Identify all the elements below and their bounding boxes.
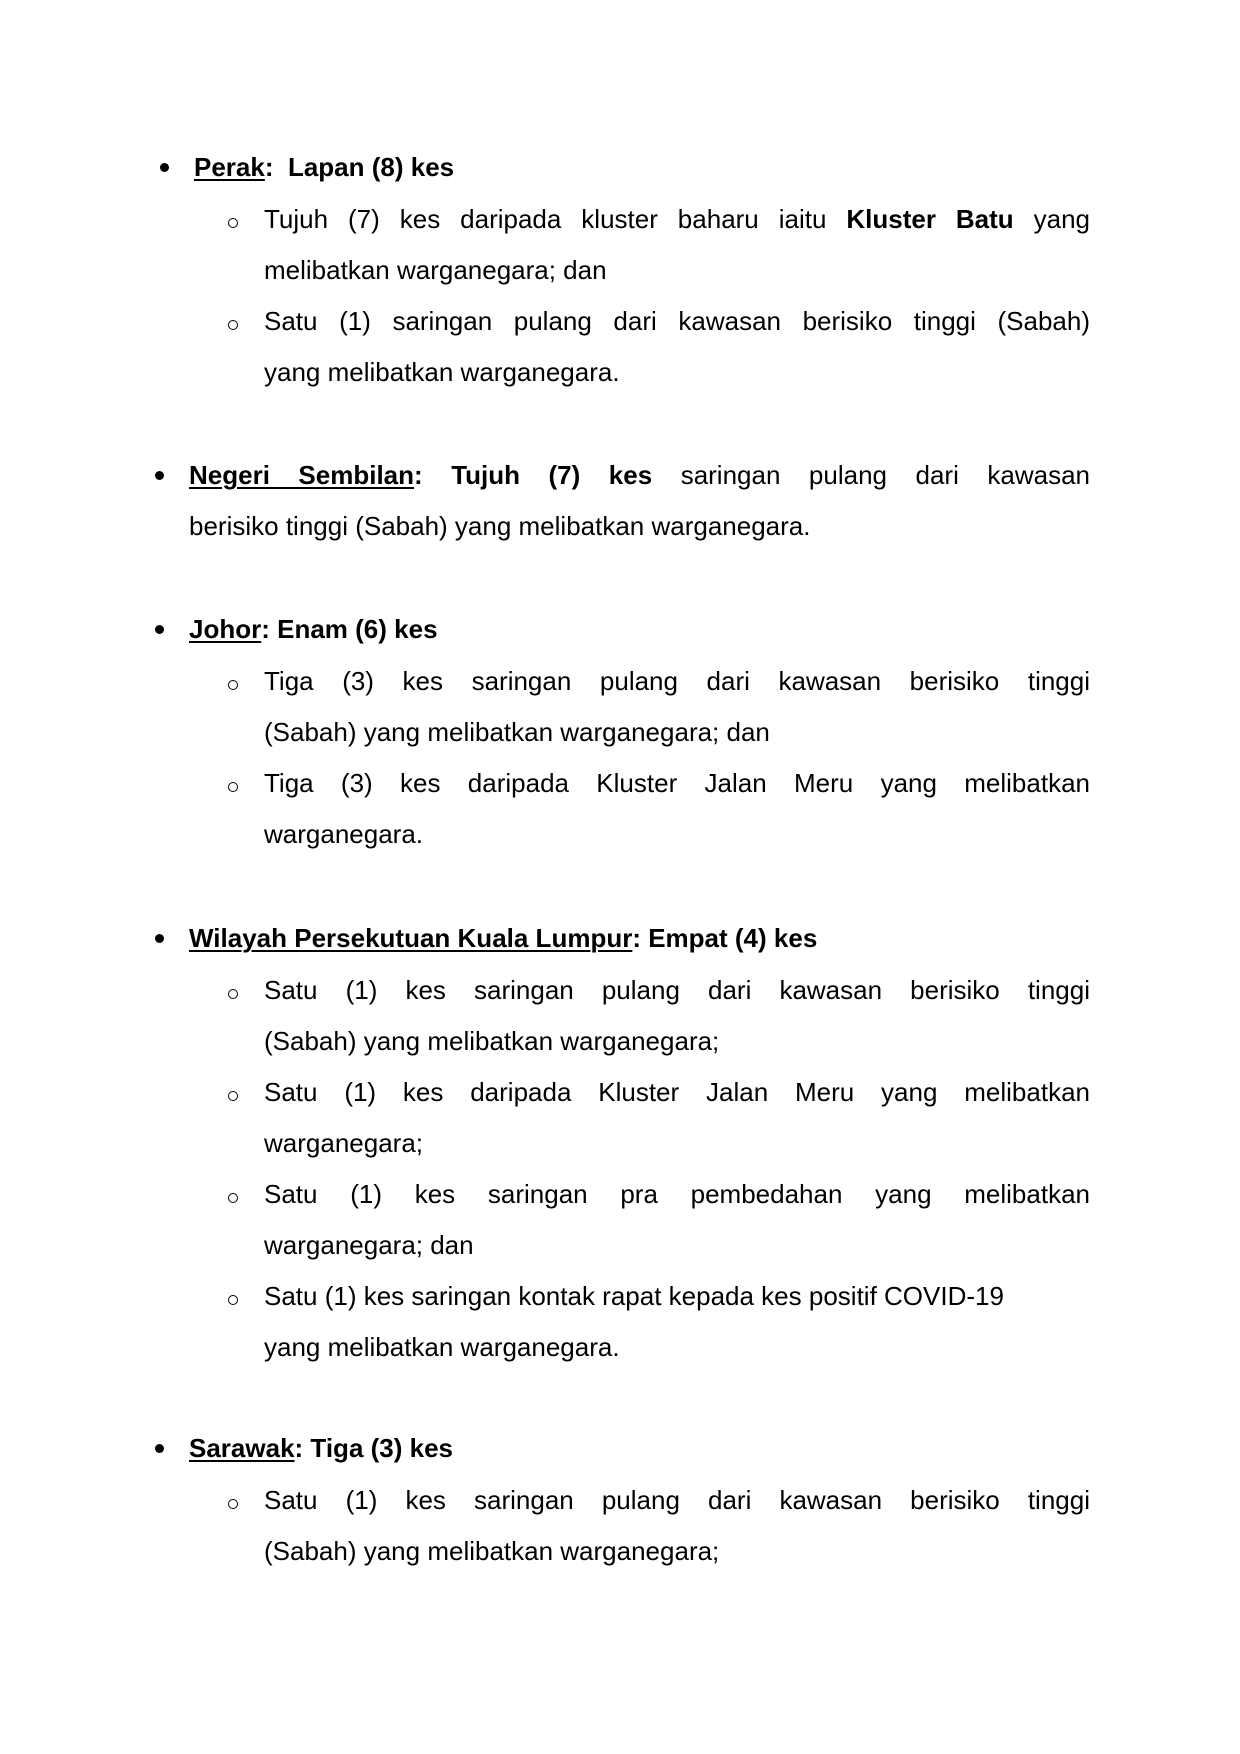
case-summary: Empat (4) kes — [648, 923, 818, 953]
list-item-line: Tiga (3) kes daripada Kluster Jalan Meru yang melibatkan — [264, 768, 1090, 798]
case-summary: Tiga (3) kes — [310, 1433, 454, 1463]
list-item-line: Satu (1) kes saringan pulang dari kawasan berisiko tinggi — [264, 1485, 1090, 1515]
list-item-line: Tiga (3) kes saringan pulang dari kawasan berisiko tinggi — [264, 666, 1090, 696]
item-text: yang — [1013, 204, 1090, 234]
separator: : — [294, 1433, 311, 1463]
separator: : — [264, 152, 288, 182]
case-summary: Enam (6) kes — [277, 614, 438, 644]
sub-bullet-icon — [228, 680, 238, 690]
list-item-line — [264, 204, 1090, 234]
list-item-line: Satu (1) kes saringan pulang dari kawasan berisiko tinggi — [264, 975, 1090, 1005]
list-item-line: Satu (1) kes saringan pra pembedahan yang melibatkan — [264, 1179, 1090, 1209]
bullet-icon — [155, 934, 164, 943]
list-item-line: Satu (1) kes daripada Kluster Jalan Meru yang melibatkan — [264, 1077, 1090, 1107]
item-text: Tujuh (7) kes daripada kluster baharu iaitu — [264, 204, 847, 234]
section-heading-negeri-sembilan — [189, 460, 1090, 490]
list-item-line: (Sabah) yang melibatkan warganegara; — [264, 1536, 720, 1566]
sub-bullet-icon — [228, 1091, 238, 1101]
list-item-line: Satu (1) saringan pulang dari kawasan berisiko tinggi (Sabah) — [264, 306, 1090, 336]
separator: : — [261, 614, 278, 644]
list-item-line: warganegara; dan — [264, 1230, 474, 1260]
section-heading-perak — [194, 152, 454, 182]
sub-bullet-icon — [228, 1295, 238, 1305]
state-name: Johor — [189, 614, 262, 644]
list-item-line: (Sabah) yang melibatkan warganegara; dan — [264, 717, 770, 747]
bullet-icon — [160, 163, 169, 172]
list-item-line: yang melibatkan warganegara. — [264, 357, 620, 387]
bullet-icon — [155, 625, 164, 634]
case-summary: Lapan (8) kes — [287, 152, 455, 182]
list-item-line: yang melibatkan warganegara. — [264, 1332, 620, 1362]
bullet-icon — [155, 471, 164, 480]
state-name: Sarawak — [189, 1433, 295, 1463]
state-name: Negeri Sembilan — [189, 460, 415, 490]
case-summary: Tujuh (7) kes — [451, 460, 653, 490]
item-text: saringan pulang dari kawasan — [652, 460, 1090, 490]
state-name: Wilayah Persekutuan Kuala Lumpur — [189, 923, 633, 953]
state-name: Perak — [194, 152, 265, 182]
sub-bullet-icon — [228, 218, 238, 228]
sub-bullet-icon — [228, 1193, 238, 1203]
list-item-line: berisiko tinggi (Sabah) yang melibatkan warganegara. — [189, 511, 811, 541]
sub-bullet-icon — [228, 782, 238, 792]
cluster-name: Kluster Batu — [846, 204, 1014, 234]
sub-bullet-icon — [228, 1499, 238, 1509]
separator: : — [632, 923, 649, 953]
section-heading-sarawak — [189, 1433, 453, 1463]
sub-bullet-icon — [228, 320, 238, 330]
list-item-line: warganegara; — [264, 1128, 423, 1158]
list-item-line: Satu (1) kes saringan kontak rapat kepada kes positif COVID-19 — [264, 1281, 1004, 1311]
list-item-line: melibatkan warganegara; dan — [264, 255, 607, 285]
sub-bullet-icon — [228, 989, 238, 999]
separator: : — [414, 460, 452, 490]
section-heading-johor — [189, 614, 438, 644]
list-item-line: (Sabah) yang melibatkan warganegara; — [264, 1026, 720, 1056]
bullet-icon — [155, 1444, 164, 1453]
section-heading-kuala-lumpur — [189, 923, 817, 953]
list-item-line: warganegara. — [264, 819, 423, 849]
